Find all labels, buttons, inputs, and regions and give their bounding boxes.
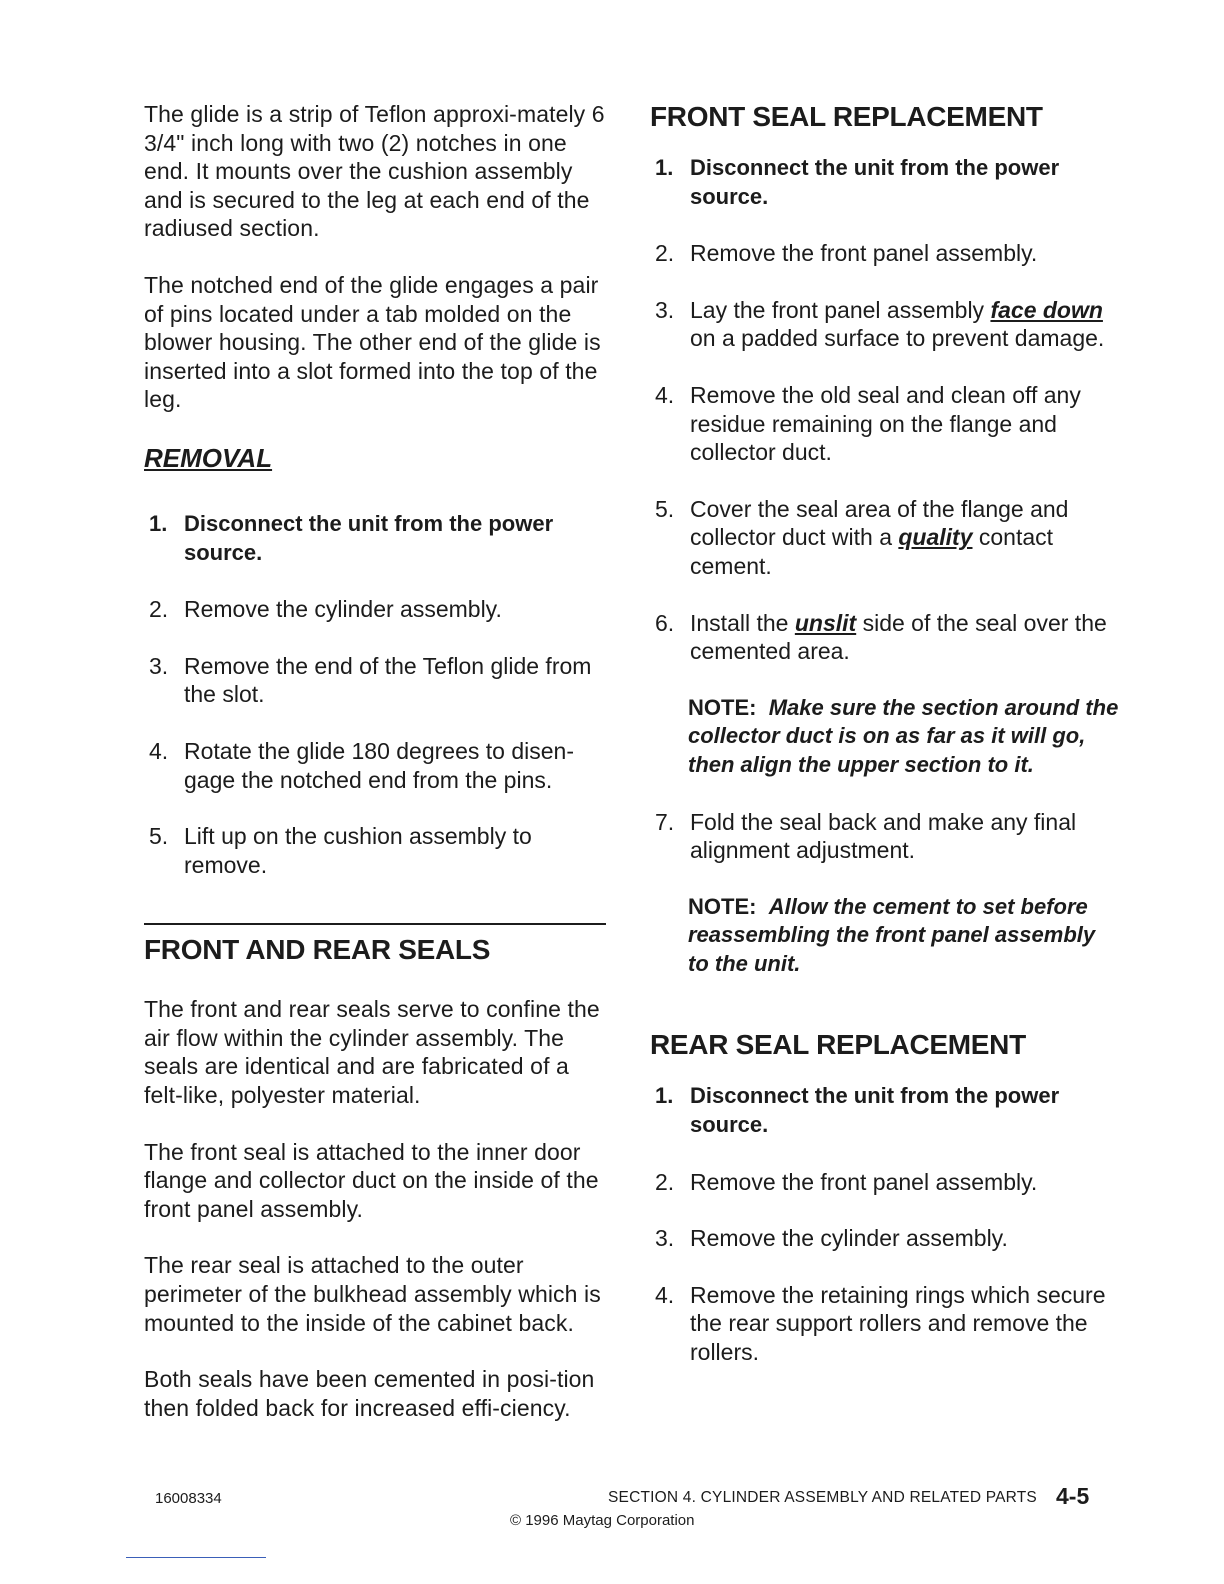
list-item: 1. Disconnect the unit from the power source. <box>655 1083 1060 1138</box>
section-divider <box>144 923 606 925</box>
list-item: 2. Remove the front panel assembly. <box>655 240 1038 267</box>
intro-paragraph: The notched end of the glide engages a pair of pins located under a tab molded on the blower housing. The other end of the glide is inserted into a slot formed into the top of the leg. <box>144 271 601 413</box>
scan-mark <box>126 1557 266 1558</box>
seals-paragraph: The front and rear seals serve to confine the air flow within the cylinder assembly. The seals are identical and are fabricated of a felt-like, polyester material. <box>144 996 600 1109</box>
seals-paragraph: The front seal is attached to the inner door flange and collector duct on the inside of the front panel assembly. <box>144 1138 599 1222</box>
seals-heading: FRONT AND REAR SEALS <box>144 934 491 966</box>
intro-paragraph: The glide is a strip of Teflon approxi-mately 6 3/4" inch long with two (2) notches in one end. It mounts over the cushion assembly and is secured to the leg at each end of the radiused section. <box>144 101 605 242</box>
list-item: 3. Remove the end of the Teflon glide from the slot. <box>149 652 592 708</box>
emphasis: quality <box>898 524 973 551</box>
note: NOTE: Allow the cement to set before reassembling the front panel assembly to the unit. <box>688 893 1096 976</box>
left-column <box>144 100 614 1450</box>
section-title: SECTION 4. CYLINDER ASSEMBLY AND RELATED PARTS <box>608 1489 1037 1506</box>
list-item: 4. Remove the retaining rings which secure the rear support rollers and remove the rollers. <box>655 1281 1106 1366</box>
note: NOTE: Make sure the section around the collector duct is on as far as it will go, then align the upper section to it. <box>688 694 1119 777</box>
removal-steps <box>144 510 614 879</box>
emphasis: unslit <box>794 609 857 636</box>
list-item: 4. Rotate the glide 180 degrees to disen-gage the notched end from the pins. <box>149 737 574 793</box>
document-number: 16008334 <box>155 1490 222 1507</box>
list-item: 7. Fold the seal back and make any final alignment adjustment. <box>655 808 1077 864</box>
list-item: 1. Disconnect the unit from the power source. <box>149 510 554 565</box>
page-number: 4-5 <box>1056 1483 1090 1509</box>
rear-seal-steps <box>650 1082 1120 1366</box>
front-seal-step-7 <box>650 808 1120 865</box>
list-item: 5. Lift up on the cushion assembly to remove. <box>149 823 532 878</box>
list-item: 1. Disconnect the unit from the power source. <box>655 155 1060 209</box>
front-seal-heading: FRONT SEAL REPLACEMENT <box>650 101 1043 132</box>
removal-heading: REMOVAL <box>144 442 273 473</box>
list-item: 5. Cover the seal area of the flange and collector duct with a quality contact cement. <box>655 495 1069 579</box>
right-column <box>650 100 1120 1395</box>
list-item: 3. Lay the front panel assembly face down on a padded surface to prevent damage. <box>655 296 1105 352</box>
list-item: 6. Install the unslit side of the seal over the cemented area. <box>655 609 1107 665</box>
front-seal-steps <box>650 154 1120 666</box>
emphasis: face down <box>990 296 1103 323</box>
seals-paragraph: Both seals have been cemented in posi-tion then folded back for increased effi-ciency. <box>144 1366 595 1421</box>
list-item: 2. Remove the cylinder assembly. <box>149 596 502 623</box>
copyright: © 1996 Maytag Corporation <box>510 1512 695 1529</box>
seals-paragraph: The rear seal is attached to the outer perimeter of the bulkhead assembly which is mounted to the inside of the cabinet back. <box>144 1252 601 1336</box>
list-item: 3. Remove the cylinder assembly. <box>655 1225 1008 1252</box>
list-item: 4. Remove the old seal and clean off any residue remaining on the flange and collector duct. <box>655 381 1081 466</box>
rear-seal-heading: REAR SEAL REPLACEMENT <box>650 1029 1026 1061</box>
list-item: 2. Remove the front panel assembly. <box>655 1168 1038 1195</box>
